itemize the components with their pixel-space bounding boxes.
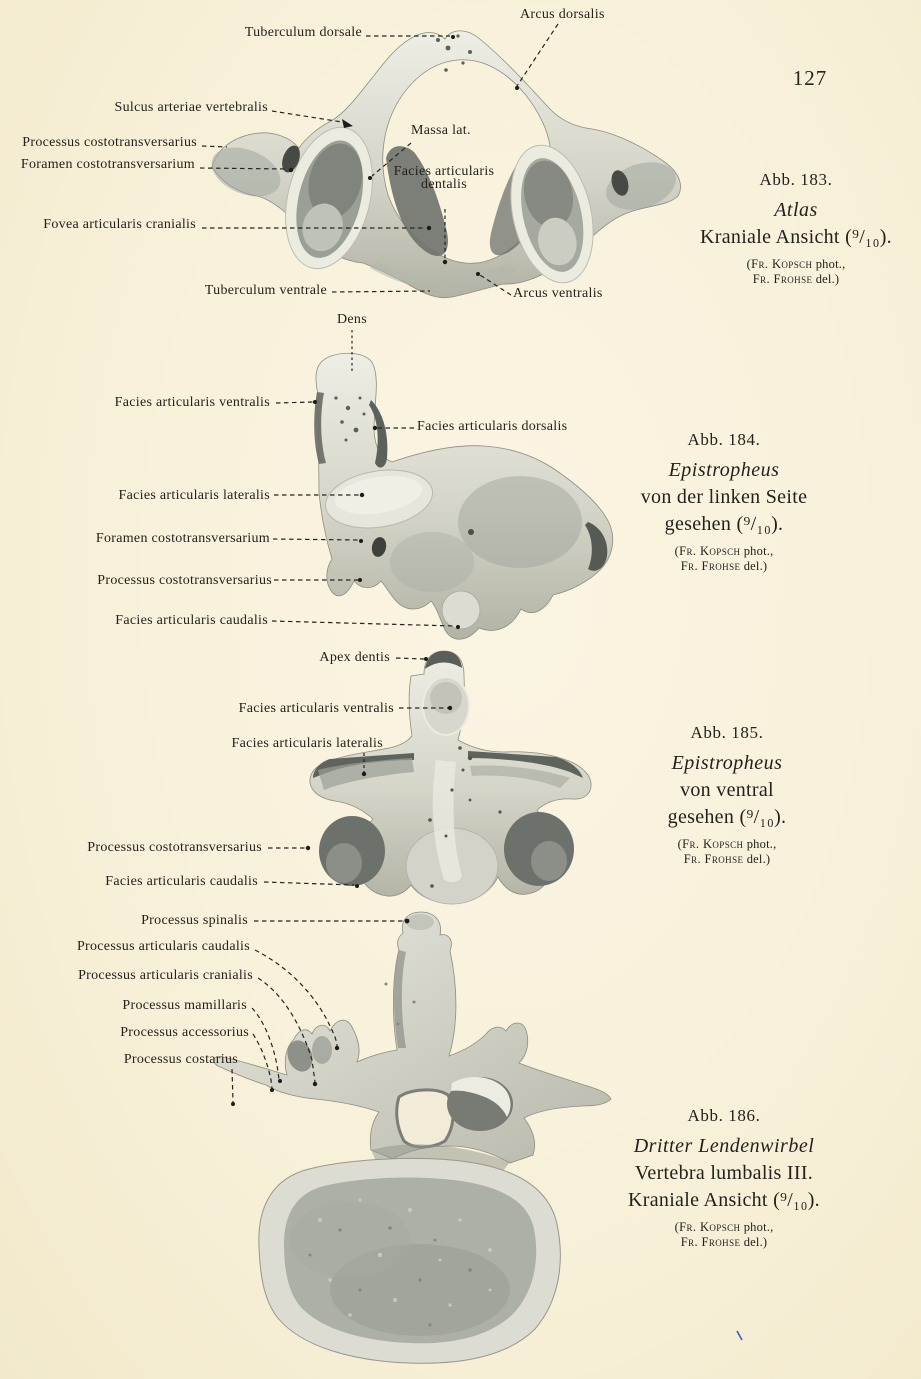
figure-number: Abb. 186. bbox=[687, 1106, 761, 1125]
label-processus-accessorius: Processus accessorius bbox=[120, 1025, 249, 1040]
label-fovea-articularis-cranialis: Fovea articularis cranialis bbox=[43, 217, 196, 232]
label-processus-articularis-cranialis: Processus articularis cranialis bbox=[78, 968, 253, 983]
label-processus-articularis-caudalis: Processus articularis caudalis bbox=[76, 939, 250, 954]
figure-credit: (Fr. Kopsch phot., Fr. Frohse del.) bbox=[674, 544, 774, 573]
caption-abb-186 bbox=[604, 1106, 844, 1250]
label-facies-articularis-lateralis-185: Facies articularis lateralis bbox=[231, 736, 383, 751]
label-facies-articularis-ventralis-184: Facies articularis ventralis bbox=[114, 395, 270, 410]
pen-mark bbox=[737, 1331, 742, 1340]
label-processus-spinalis: Processus spinalis bbox=[141, 913, 248, 928]
figure-subtitle: Kraniale Ansicht (⁹/₁₀). bbox=[700, 226, 892, 248]
label-sulcus-arteriae-vertebralis: Sulcus arteriae vertebralis bbox=[114, 100, 268, 115]
label-apex-dentis: Apex dentis bbox=[319, 650, 390, 665]
label-dens: Dens bbox=[337, 312, 367, 327]
figure-subtitle: gesehen (⁹/₁₀). bbox=[667, 806, 787, 828]
label-processus-mamillaris: Processus mamillaris bbox=[122, 998, 247, 1013]
label-arcus-ventralis: Arcus ventralis bbox=[513, 286, 603, 301]
caption-abb-185 bbox=[612, 723, 842, 867]
lumbar-vertebra-bone-illustration bbox=[214, 912, 611, 1363]
label-facies-articularis-dorsalis: Facies articularis dorsalis bbox=[417, 419, 568, 434]
figure-title: Epistropheus bbox=[668, 459, 780, 481]
figure-number: Abb. 183. bbox=[759, 170, 833, 189]
label-tuberculum-ventrale: Tuberculum ventrale bbox=[204, 283, 327, 298]
figure-credit: (Fr. Kopsch phot., Fr. Frohse del.) bbox=[746, 257, 846, 286]
figure-number: Abb. 185. bbox=[690, 723, 764, 742]
label-processus-costotransversarius-185: Processus costotransversarius bbox=[87, 840, 262, 855]
label-processus-costarius: Processus costarius bbox=[123, 1052, 238, 1067]
label-facies-articularis-dentalis: Facies articularis dentalis bbox=[393, 164, 495, 192]
label-tuberculum-dorsale: Tuberculum dorsale bbox=[244, 25, 362, 40]
caption-abb-184 bbox=[609, 430, 839, 574]
label-facies-articularis-caudalis-184: Facies articularis caudalis bbox=[115, 613, 268, 628]
label-facies-articularis-lateralis-184: Facies articularis lateralis bbox=[118, 488, 270, 503]
label-processus-costotransversarius-183: Processus costotransversarius bbox=[22, 135, 197, 150]
epistropheus-lateral-bone-illustration bbox=[314, 353, 613, 639]
figure-subtitle: Vertebra lumbalis III. bbox=[634, 1162, 814, 1184]
figure-subtitle: von der linken Seite bbox=[640, 486, 808, 508]
page-number: 127 bbox=[792, 66, 828, 90]
figure-title: Epistropheus bbox=[671, 752, 783, 774]
figure-subtitle: Kraniale Ansicht (⁹/₁₀). bbox=[628, 1189, 820, 1211]
figure-credit: (Fr. Kopsch phot., Fr. Frohse del.) bbox=[674, 1220, 774, 1249]
figure-subtitle: von ventral bbox=[680, 779, 774, 801]
label-foramen-costotransversarium-183: Foramen costotransversarium bbox=[20, 157, 195, 172]
figure-credit: (Fr. Kopsch phot., Fr. Frohse del.) bbox=[677, 837, 777, 866]
caption-abb-183 bbox=[671, 170, 921, 287]
figure-subtitle: gesehen (⁹/₁₀). bbox=[664, 513, 784, 535]
label-foramen-costotransversarium-184: Foramen costotransversarium bbox=[95, 531, 270, 546]
label-arcus-dorsalis: Arcus dorsalis bbox=[520, 7, 605, 22]
figure-title: Atlas bbox=[774, 199, 818, 221]
figure-number: Abb. 184. bbox=[687, 430, 761, 449]
label-facies-articularis-caudalis-185: Facies articularis caudalis bbox=[105, 874, 258, 889]
label-facies-articularis-ventralis-185: Facies articularis ventralis bbox=[238, 701, 394, 716]
epistropheus-ventral-bone-illustration bbox=[310, 651, 591, 904]
figure-title: Dritter Lendenwirbel bbox=[633, 1135, 815, 1157]
label-processus-costotransversarius-184: Processus costotransversarius bbox=[97, 573, 272, 588]
label-massa-lat: Massa lat. bbox=[411, 123, 471, 138]
